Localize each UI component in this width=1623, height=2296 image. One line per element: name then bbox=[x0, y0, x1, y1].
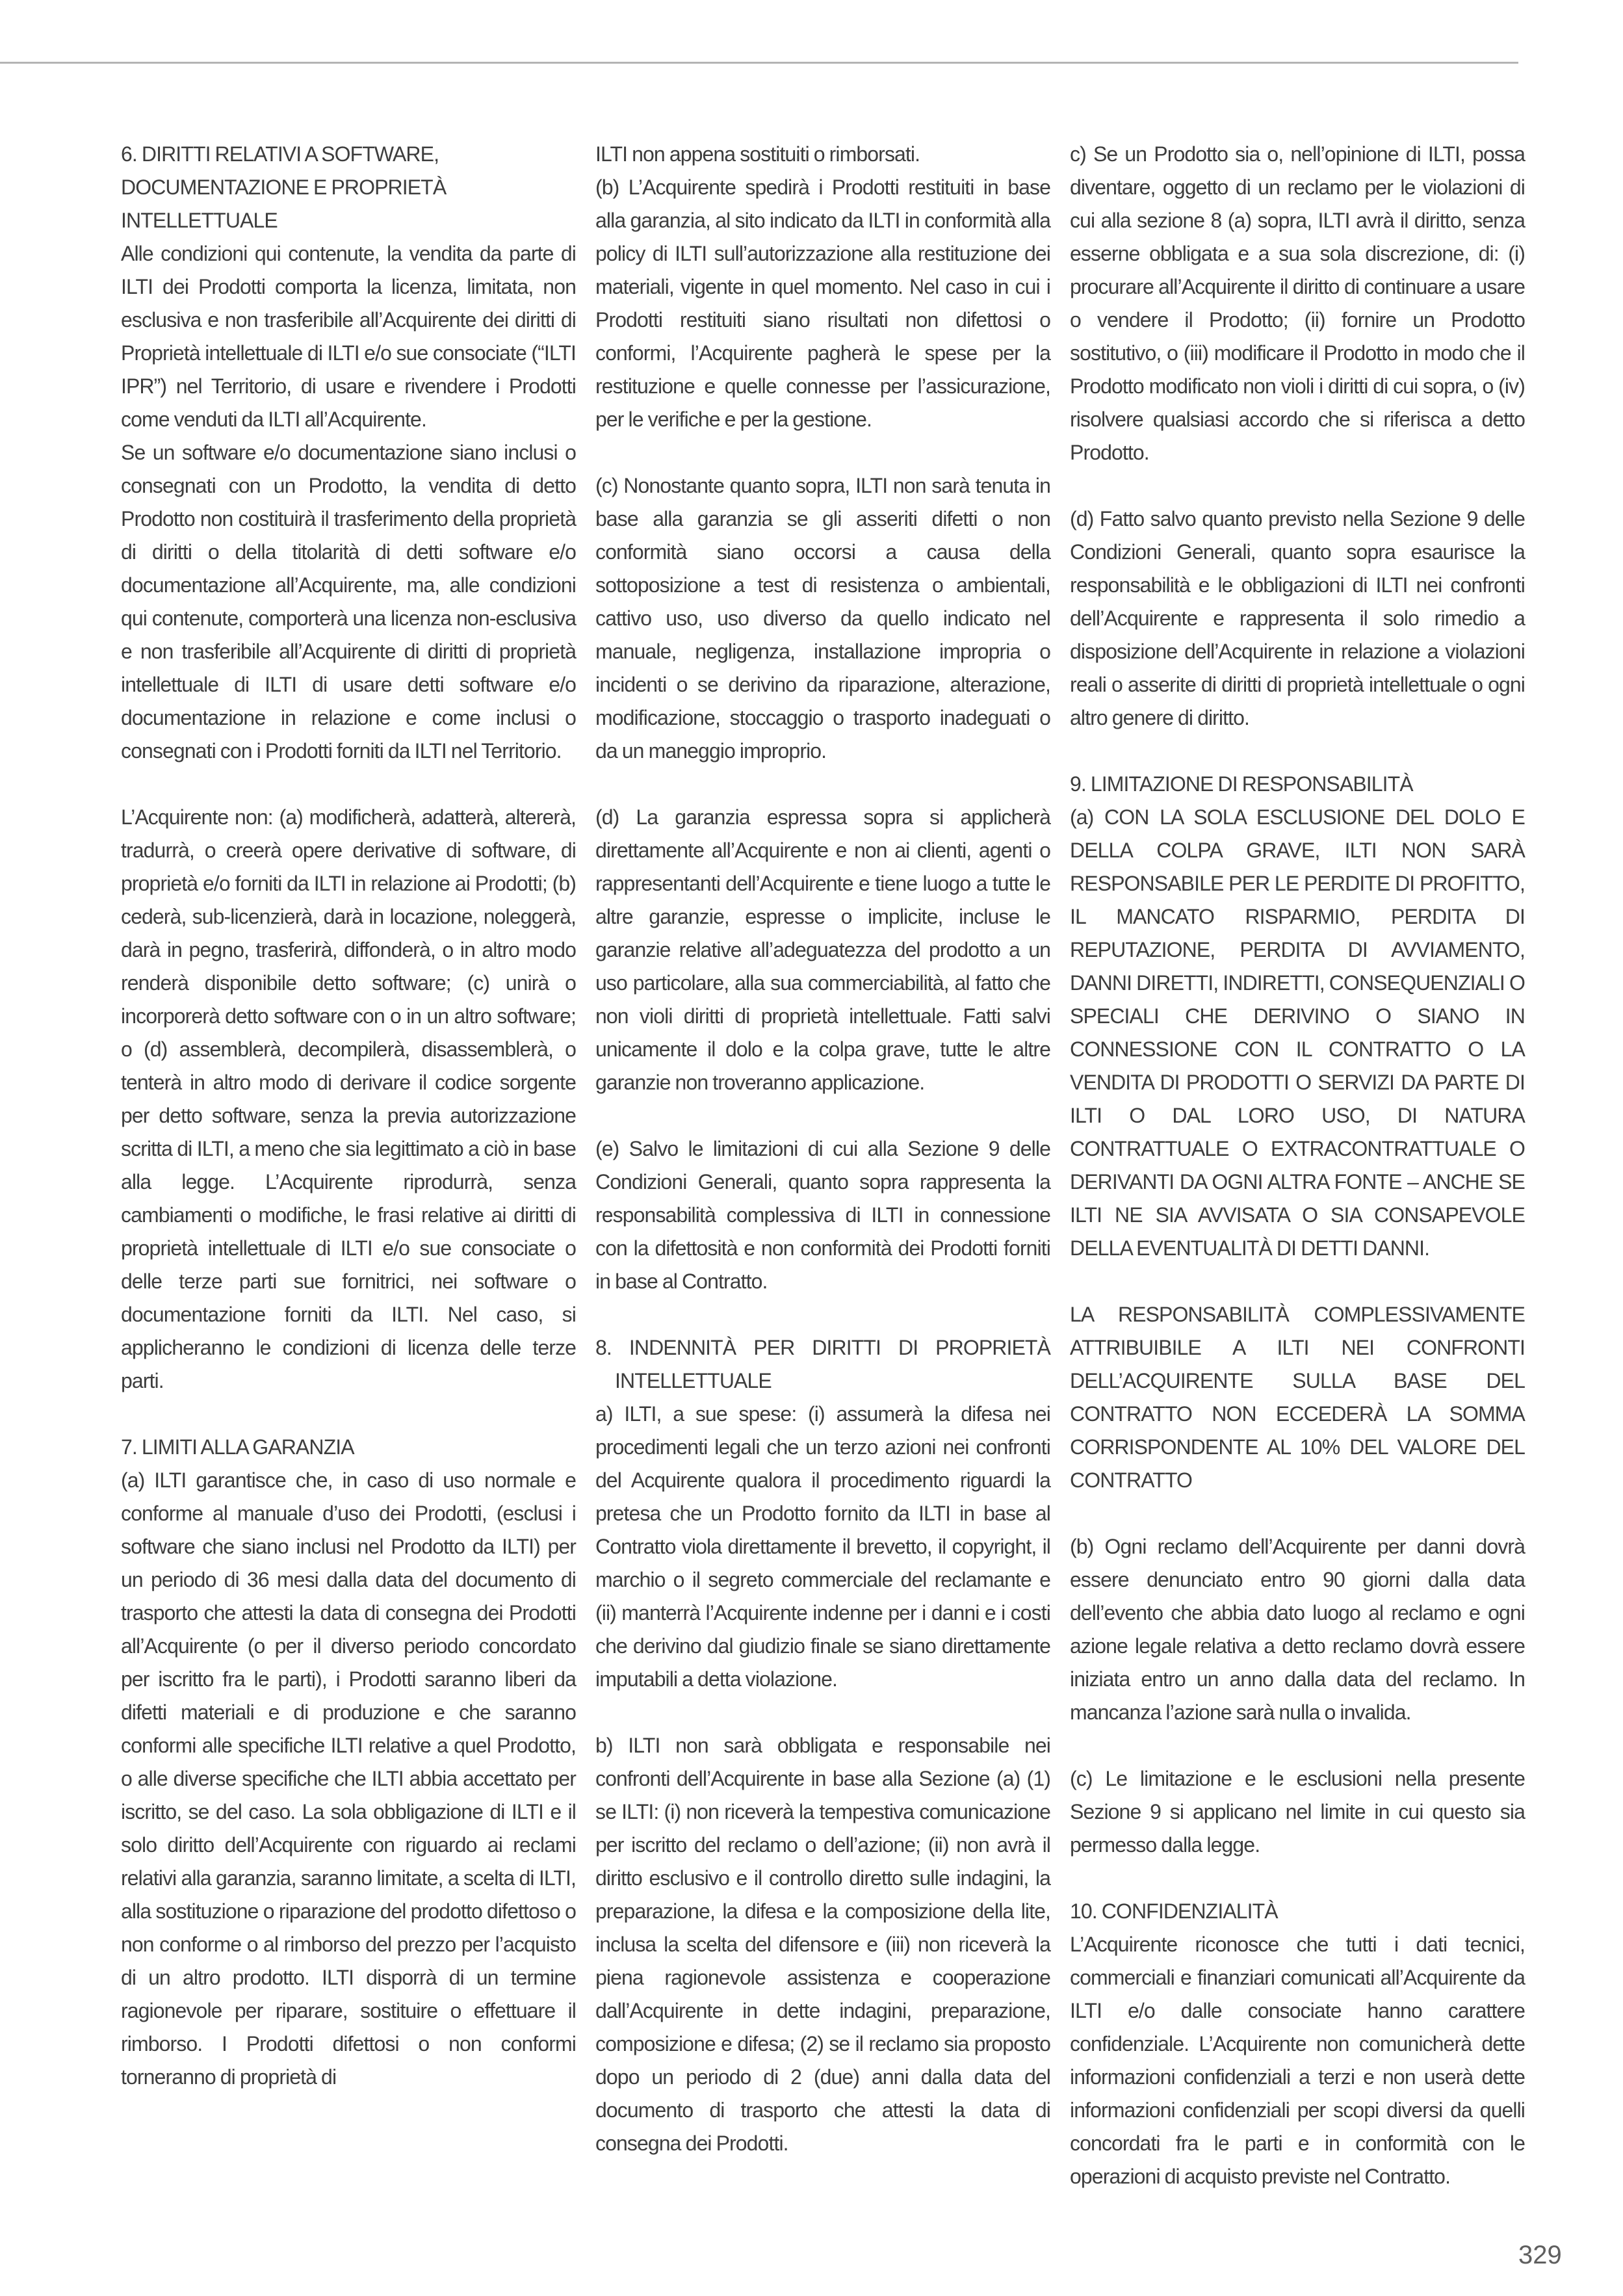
paragraph: (d) La garanzia espressa sopra si applicherà direttamente all’Acquirente e non ai clienti, agenti o rappresentanti dell’Acquirente e tiene luogo a tutte le altre garanzie, espresse o implicite, incluse le garanzie relative all’adeguatezza del prodotto a un uso particolare, alla sua commerciabilità, al fatto che non violi diritti di proprietà intellettuale. Fatti salvi unicamente il dolo e la colpa grave, tutte le altre garanzie non troveranno applicazione. bbox=[595, 805, 1050, 1094]
paragraph: (b) L’Acquirente spedirà i Prodotti restituiti in base alla garanzia, al sito indicato da ILTI in conformità alla policy di ILTI sull’autorizzazione alla restituzione dei materiali, vigente in quel momento. Nel caso in cui i Prodotti restituiti siano risultati non difettosi o conformi, l’Acquirente pagherà le spese per la restituzione e quelle connesse per l’assicurazione, per le verifiche e per la gestione. bbox=[595, 176, 1050, 431]
section-6-heading bbox=[121, 138, 576, 237]
column-2 bbox=[595, 138, 1050, 2160]
paragraph: (a) ILTI garantisce che, in caso di uso normale e conforme al manuale d’uso dei Prodotti, (esclusi i software che siano inclusi nel Prodotto da ILTI) per un periodo di 36 mesi dalla data del documento di trasporto che attesti la data di consegna dei Prodotti all’Acquirente (o per il diverso periodo concordato per iscritto fra le parti), i Prodotti saranno liberi da difetti materiali e di produzione e che saranno conformi alle specifiche ILTI relative a quel Prodotto, o alle diverse specifiche che ILTI abbia accettato per iscritto, se del caso. La sola obbligazione di ILTI e il solo diritto dell’Acquirente con riguardo ai reclami relativi alla garanzia, saranno limitate, a scelta di ILTI, alla sostituzione o riparazione del prodotto difettoso o non conforme o al rimborso del prezzo per l’acquisto di un altro prodotto. ILTI disporrà di un termine ragionevole per riparare, sostituire o effettuare il rimborso. I Prodotti difettosi o non conformi torneranno di proprietà di bbox=[121, 1468, 576, 2089]
paragraph: L’Acquirente non: (a) modificherà, adatterà, altererà, tradurrà, o creerà opere derivative di software, di proprietà e/o forniti da ILTI in relazione ai Prodotti; (b) cederà, sub-licenzierà, darà in locazione, noleggerà, darà in pegno, trasferirà, diffonderà, o in altro modo renderà disponibile detto software; (c) unirà o incorporerà detto software con o in un altro software; o (d) assemblerà, decompilerà, disassemblerà, o tenterà in altro modo di derivare il codice sorgente per detto software, senza la previa autorizzazione scritta di ILTI, a meno che sia legittimato a ciò in base alla legge. L’Acquirente riprodurrà, senza cambiamenti o modifiche, le frasi relative ai diritti di proprietà intellettuale di ILTI e/o sue consociate o delle terze parti sue fornitrici, nei software o documentazione forniti da ILTI. Nel caso, si applicheranno le condizioni di licenza delle terze parti. bbox=[121, 805, 576, 1392]
heading-line: INTELLETTUALE bbox=[121, 209, 278, 232]
paragraph: ILTI non appena sostituiti o rimborsati. bbox=[595, 142, 920, 166]
paragraph: (b) Ogni reclamo dell’Acquirente per danni dovrà essere denunciato entro 90 giorni dalla data dell’evento che abbia dato luogo al reclamo e ogni azione legale relativa a detto reclamo dovrà essere iniziata entro un anno dalla data del reclamo. In mancanza l’azione sarà nulla o invalida. bbox=[1070, 1535, 1525, 1724]
paragraph: b) ILTI non sarà obbligata e responsabile nei confronti dell’Acquirente in base alla Sezione (a) (1) se ILTI: (i) non riceverà la tempestiva comunicazione per iscritto del reclamo o dell’azione; (ii) non avrà il diritto esclusivo e il controllo diretto sulle indagini, la preparazione, la difesa e la composizione della lite, inclusa la scelta del difensore e (iii) non riceverà la piena ragionevole assistenza e cooperazione dall’Acquirente in dette indagini, preparazione, composizione e difesa; (2) se il reclamo sia proposto dopo un periodo di 2 (due) anni dalla data del documento di trasporto che attesti la data di consegna dei Prodotti. bbox=[595, 1734, 1050, 2155]
paragraph: (e) Salvo le limitazioni di cui alla Sezione 9 delle Condizioni Generali, quanto sopra rappresenta la responsabilità complessiva di ILTI in connessione con la difettosità e non conformità dei Prodotti forniti in base al Contratto. bbox=[595, 1137, 1050, 1293]
heading-line: 8. INDENNITÀ PER DIRITTI DI PROPRIETÀ bbox=[595, 1336, 1050, 1359]
section-8-heading bbox=[595, 1331, 1050, 1398]
heading-line: DOCUMENTAZIONE E PROPRIETÀ bbox=[121, 176, 447, 199]
paragraph: c) Se un Prodotto sia o, nell’opinione di ILTI, possa diventare, oggetto di un reclamo per le violazioni di cui alla sezione 8 (a) sopra, ILTI avrà il diritto, senza esserne obbligata e a sua sola discrezione, di: (i) procurare all’Acquirente il diritto di continuare a usare o vendere il Prodotto; (ii) fornire un Prodotto sostitutivo, o (iii) modificare il Prodotto in modo che il Prodotto modificato non violi i diritti di cui sopra, o (iv) risolvere qualsiasi accordo che si riferisca a detto Prodotto. bbox=[1070, 142, 1525, 464]
column-1 bbox=[121, 138, 576, 2094]
column-3 bbox=[1070, 138, 1525, 2193]
heading-line: 6. DIRITTI RELATIVI A SOFTWARE, bbox=[121, 142, 439, 166]
section-7-heading: 7. LIMITI ALLA GARANZIA bbox=[121, 1435, 354, 1459]
paragraph: (c) Le limitazione e le esclusioni nella presente Sezione 9 si applicano nel limite in cui questo sia permesso dalla legge. bbox=[1070, 1767, 1525, 1857]
paragraph: (c) Nonostante quanto sopra, ILTI non sarà tenuta in base alla garanzia se gli asseriti difetti o non conformità siano occorsi a causa della sottoposizione a test di resistenza o ambientali, cattivo uso, uso diverso da quello indicato nel manuale, negligenza, installazione impropria o incidenti o se derivino da riparazione, alterazione, modificazione, stoccaggio o trasporto inadeguati o da un maneggio improprio. bbox=[595, 474, 1050, 763]
paragraph: LA RESPONSABILITÀ COMPLESSIVAMENTE ATTRIBUIBILE A ILTI NEI CONFRONTI DELL’ACQUIRENTE SULLA BASE DEL CONTRATTO NON ECCEDERÀ LA SOMMA CORRISPONDENTE AL 10% DEL VALORE DEL CONTRATTO bbox=[1070, 1303, 1525, 1492]
header-rule bbox=[0, 62, 1518, 64]
paragraph: L’Acquirente riconosce che tutti i dati tecnici, commerciali e finanziari comunicati all’Acquirente da ILTI e/o dalle consociate hanno carattere confidenziale. L’Acquirente non comunicherà dette informazioni confidenziali a terzi e non userà dette informazioni confidenziali per scopi diversi da quelli concordati fra le parti e in conformità con le operazioni di acquisto previste nel Contratto. bbox=[1070, 1933, 1525, 2188]
paragraph: (a) CON LA SOLA ESCLUSIONE DEL DOLO E DELLA COLPA GRAVE, ILTI NON SARÀ RESPONSABILE PER LE PERDITE DI PROFITTO, IL MANCATO RISPARMIO, PERDITA DI REPUTAZIONE, PERDITA DI AVVIAMENTO, DANNI DIRETTI, INDIRETTI, CONSEQUENZIALI O SPECIALI CHE DERIVINO O SIANO IN CONNESSIONE CON IL CONTRATTO O LA VENDITA DI PRODOTTI O SERVIZI DA PARTE DI ILTI O DAL LORO USO, DI NATURA CONTRATTUALE O EXTRACONTRATTUALE O DERIVANTI DA OGNI ALTRA FONTE – ANCHE SE ILTI NE SIA AVVISATA O SIA CONSAPEVOLE DELLA EVENTUALITÀ DI DETTI DANNI. bbox=[1070, 805, 1525, 1260]
section-10-heading: 10. CONFIDENZIALITÀ bbox=[1070, 1899, 1278, 1923]
section-9-heading: 9. LIMITAZIONE DI RESPONSABILITÀ bbox=[1070, 772, 1413, 796]
paragraph: Se un software e/o documentazione siano inclusi o consegnati con un Prodotto, la vendita di detto Prodotto non costituirà il trasferimento della proprietà di diritti o della titolarità di detti software e/o documentazione all’Acquirente, ma, alle condizioni qui contenute, comporterà una licenza non-esclusiva e non trasferibile all’Acquirente di diritti di proprietà intellettuale di ILTI di usare detti software e/o documentazione in relazione e come inclusi o consegnati con i Prodotti forniti da ILTI nel Territorio. bbox=[121, 441, 576, 763]
heading-line: INTELLETTUALE bbox=[615, 1369, 772, 1392]
page-number: 329 bbox=[1518, 2241, 1562, 2269]
paragraph: (d) Fatto salvo quanto previsto nella Sezione 9 delle Condizioni Generali, quanto sopra esaurisce la responsabilità e le obbligazioni di ILTI nei confronti dell’Acquirente e rappresenta il solo rimedio a disposizione dell’Acquirente in relazione a violazioni reali o asserite di diritti di proprietà intellettuale o ogni altro genere di diritto. bbox=[1070, 507, 1525, 729]
paragraph: Alle condizioni qui contenute, la vendita da parte di ILTI dei Prodotti comporta la licenza, limitata, non esclusiva e non trasferibile all’Acquirente dei diritti di Proprietà intellettuale di ILTI e/o sue consociate (“ILTI IPR”) nel Territorio, di usare e rivendere i Prodotti come venduti da ILTI all’Acquirente. bbox=[121, 242, 576, 431]
paragraph: a) ILTI, a sue spese: (i) assumerà la difesa nei procedimenti legali che un terzo azioni nei confronti del Acquirente qualora il procedimento riguardi la pretesa che un Prodotto fornito da ILTI in base al Contratto viola direttamente il brevetto, il copyright, il marchio o il segreto commerciale del reclamante e (ii) manterrà l’Acquirente indenne per i danni e i costi che derivino dal giudizio finale se siano direttamente imputabili a detta violazione. bbox=[595, 1402, 1050, 1691]
